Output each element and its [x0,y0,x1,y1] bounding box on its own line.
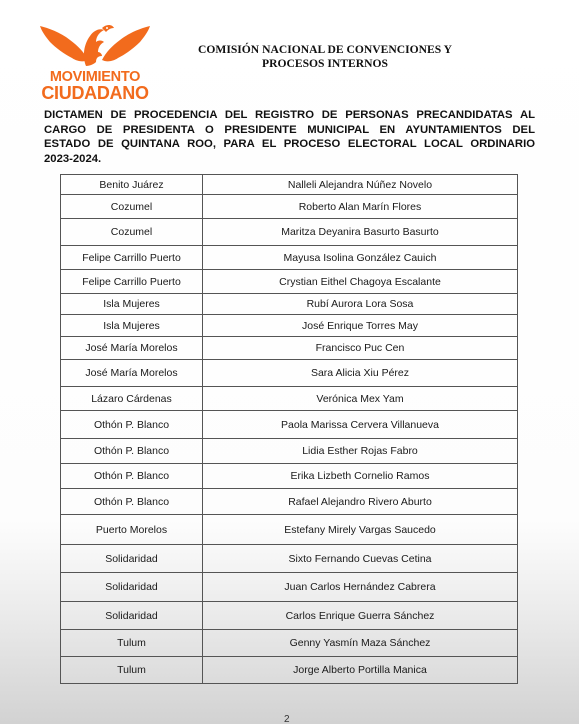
table-row [61,195,518,219]
dictamen-heading [44,108,535,166]
table-row [61,387,518,411]
nombre-cell: Genny Yasmín Maza Sánchez [203,630,518,657]
table-row [61,294,518,315]
nombre-cell: Crystian Eithel Chagoya Escalante [203,270,518,294]
table-row [61,489,518,515]
nombre-cell: Paola Marissa Cervera Villanueva [203,411,518,439]
header-title-line1: COMISIÓN NACIONAL DE CONVENCIONES Y [197,43,453,56]
dictamen-line2: CARGO DE PRESIDENTA O PRESIDENTE MUNICIPAL EN AYUNTAMIENTOS DEL [44,123,535,136]
municipio-cell: José María Morelos [61,360,203,387]
nombre-cell: Nalleli Alejandra Núñez Novelo [203,175,518,195]
table-row [61,573,518,602]
page-number: 2 [284,714,290,725]
table-row [61,270,518,294]
table-row [61,411,518,439]
nombre-cell: Lidia Esther Rojas Fabro [203,439,518,464]
eagle-icon [38,22,152,70]
table-row [61,630,518,657]
nombre-cell: Carlos Enrique Guerra Sánchez [203,602,518,630]
dictamen-line1: DICTAMEN DE PROCEDENCIA DEL REGISTRO DE PERSONAS PRECANDIDATAS AL [44,109,535,121]
nombre-cell: Roberto Alan Marín Flores [203,195,518,219]
nombre-cell: Maritza Deyanira Basurto Basurto [203,219,518,246]
movimiento-ciudadano-logo [34,22,156,102]
nombre-cell: Rafael Alejandro Rivero Aburto [203,489,518,515]
table-row [61,515,518,545]
logo-text-line1: MOVIMIENTO [49,69,141,85]
table-row [61,464,518,489]
table-row [61,602,518,630]
table-row [61,545,518,573]
municipio-cell: Felipe Carrillo Puerto [61,270,203,294]
municipio-cell: Solidaridad [61,573,203,602]
municipio-cell: Othón P. Blanco [61,464,203,489]
municipio-cell: Solidaridad [61,602,203,630]
municipio-cell: Lázaro Cárdenas [61,387,203,411]
table-row [61,337,518,360]
municipio-cell: Othón P. Blanco [61,411,203,439]
table-row [61,246,518,270]
municipio-cell: Othón P. Blanco [61,489,203,515]
header-title-line2: PROCESOS INTERNOS [262,57,388,70]
municipio-cell: Cozumel [61,195,203,219]
nombre-cell: Jorge Alberto Portilla Manica [203,657,518,684]
municipio-cell: Solidaridad [61,545,203,573]
municipio-cell: Felipe Carrillo Puerto [61,246,203,270]
municipio-cell: Cozumel [61,219,203,246]
municipio-cell: Tulum [61,657,203,684]
table-row [61,175,518,195]
municipio-cell: Isla Mujeres [61,294,203,315]
municipio-cell: Benito Juárez [61,175,203,195]
table-row [61,657,518,684]
nombre-cell: Rubí Aurora Lora Sosa [203,294,518,315]
nombre-cell: José Enrique Torres May [203,315,518,337]
table-row [61,315,518,337]
nombre-cell: Estefany Mirely Vargas Saucedo [203,515,518,545]
municipio-cell: Tulum [61,630,203,657]
table-row [61,360,518,387]
table-row [61,219,518,246]
nombre-cell: Sara Alicia Xiu Pérez [203,360,518,387]
table-row [61,439,518,464]
nombre-cell: Erika Lizbeth Cornelio Ramos [203,464,518,489]
nombre-cell: Mayusa Isolina González Cauich [203,246,518,270]
nombre-cell: Verónica Mex Yam [203,387,518,411]
municipio-cell: Isla Mujeres [61,315,203,337]
municipio-cell: Puerto Morelos [61,515,203,545]
dictamen-line3: ESTADO DE QUINTANA ROO, PARA EL PROCESO ELECTORAL LOCAL ORDINARIO [44,138,535,150]
dictamen-line4: 2023-2024. [44,152,102,165]
precandidates-table [60,174,518,684]
municipio-cell: José María Morelos [61,337,203,360]
nombre-cell: Francisco Puc Cen [203,337,518,360]
logo-text-line2: CIUDADANO [41,83,149,103]
nombre-cell: Sixto Fernando Cuevas Cetina [203,545,518,573]
municipio-cell: Othón P. Blanco [61,439,203,464]
nombre-cell: Juan Carlos Hernández Cabrera [203,573,518,602]
